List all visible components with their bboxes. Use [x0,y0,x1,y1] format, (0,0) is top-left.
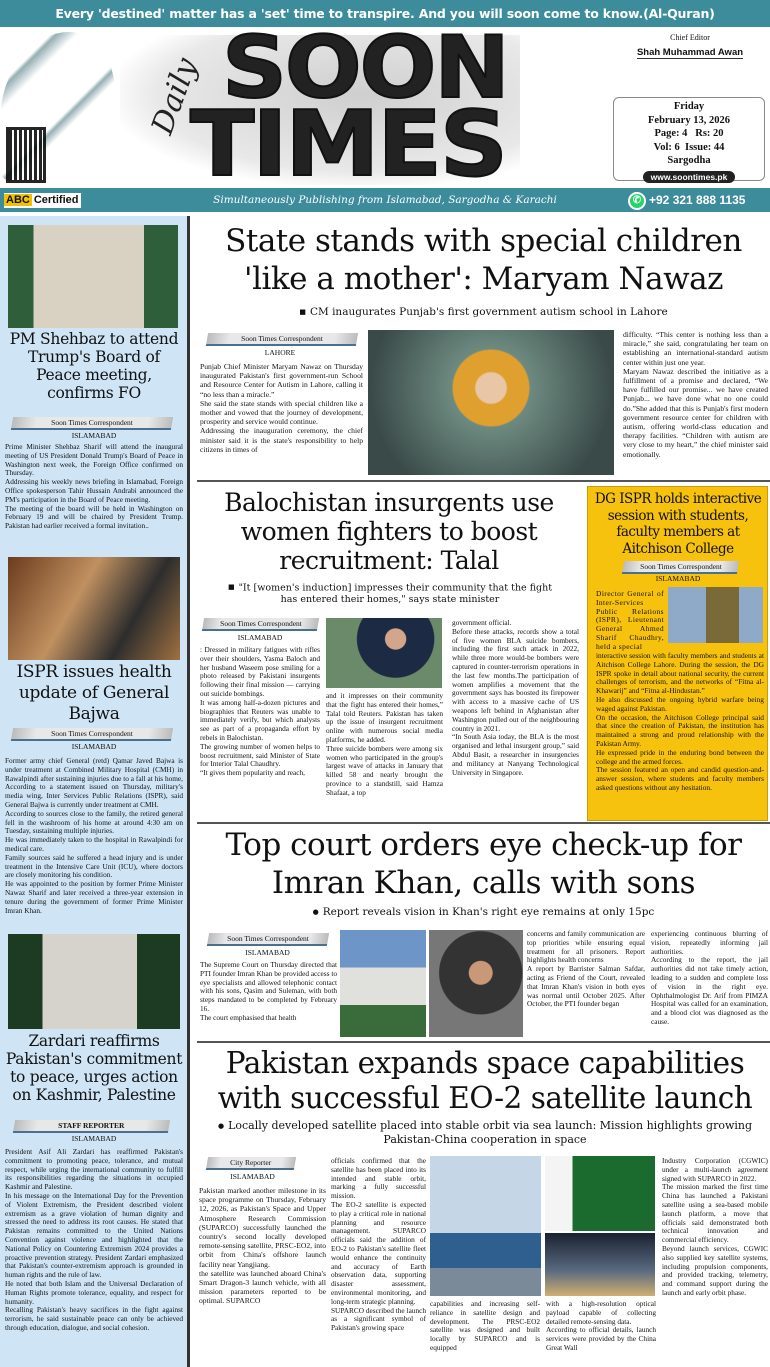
paragraph: capabilities and increasing self-reliance in satellite design and development. The PRSC-EO2 satellite was designed and built locally by SUPARCO and is equipped [430,1300,540,1352]
article-body [200,362,363,474]
headline-maryam[interactable]: State stands with special children 'like a mother': Maryam Nawaz [225,223,742,297]
dateline: ISLAMABAD [655,574,701,583]
paragraph: Addressing his weekly news briefing in Islamabad, Foreign Office spokesperson Tahir Hussain Andrabi announced the PM's participation in the Board of Peace meeting. [5,477,183,504]
paragraph: He was immediately taken to the hospital in Rawalpindi for medical care. [5,835,183,853]
article-body [331,1157,426,1365]
paragraph: Recalling Pakistan's heavy sacrifices in the fight against terrorism, he said sustainable peace can only be achieved through education, dialogue, and social cohesion. [5,1305,183,1332]
publishing-bar [0,188,770,212]
chief-editor-label: Chief Editor [670,33,710,42]
byline: Soon Times Correspondent [11,417,173,430]
byline: Soon Times Correspondent [206,333,358,346]
masthead-daily: Daily [145,53,205,139]
paragraph: Family sources said he suffered a head injury and is under treatment in the Intensive Care Unit (ICU), where doctors are closely monitoring his condition. [5,852,183,880]
paragraph: According to official details, launch services were provided by the China Great Wall [546,1325,656,1352]
byline: STAFF REPORTER [13,1120,170,1133]
byline: Soon Times Correspondent [202,618,319,631]
dateline: ISLAMABAD [71,431,117,440]
subhead-maryam: ■ CM inaugurates Punjab's first government autism school in Lahore [299,306,668,318]
headline-dg-ispr[interactable]: DG ISPR holds interactive session with students, faculty members at Aitchison College [594,491,762,557]
paragraph: Industry Corporation (CGWIC) under a multi-launch agreement signed with SUPARCO in 2022. [662,1157,768,1183]
certified-label: Certified [33,194,79,206]
paragraph: Addressing the inauguration ceremony, the chief minister said it is the state's responsibility to help citizens in times of [200,426,363,454]
byline: Soon Times Correspondent [11,728,173,741]
headline-bajwa[interactable]: ISPR issues health update of General Bajwa [16,662,172,724]
paragraph: : Dressed in military fatigues with rifles over their shoulders, Yasma Baloch and her husband Waseem pose smiling for a photo released by Pakistani insurgents following their final mission — carrying out suicide bombings. [200,646,320,698]
paragraph: A report by Barrister Salman Safdar, acting as Friend of the Court, revealed that Imran Khan's vision in both eyes was normal until October 2025. After October, the PTI founder began [527,964,645,1009]
article-body [546,1300,656,1366]
photo-bajwa [8,557,180,660]
dateline: ISLAMABAD [71,1134,117,1143]
paragraph: government official. [452,619,512,627]
paragraph: and it impresses on their community that the fight has entered their homes,” Talal told Reuters. Pakistan has taken up the issue of insurgent recruitment online with numerous social media platforms, he added. [326,692,443,744]
issue-city: Sargodha [667,155,711,166]
paragraph: interactive session with faculty members and students at Aitchison College Lahore. During the session, the DG ISPR spoke in detail about national security, the current challenges of terrorism, and the networks of “Fitna al-Khawarij” and “Fitna al-Hindustan.” [596,652,764,696]
article-body [5,757,183,942]
dateline: ISLAMABAD [245,948,290,957]
article-body [596,652,764,818]
paragraph: the satellite was launched aboard China's Smart Dragon-3 launch vehicle, with all mission parameters reported to be optimal. SUPARCO [199,1268,326,1306]
publishing-cities: Simultaneously Publishing from Islamabad, Sargodha & Karachi [213,194,557,206]
whatsapp-icon: ✆ [628,192,646,210]
article-body [452,619,579,817]
qr-code-icon[interactable] [6,127,46,183]
photo-talal-chaudhry [326,618,442,688]
article-body [326,692,443,817]
article-body [5,443,183,553]
paragraph: According to sources close to the family, the retired general fell in the washroom of his home at around 4:30 am on Tuesday, sustaining multiple injuries. [5,808,183,836]
issue-date: February 13, 2026 [648,114,730,126]
paragraph: Pakistan marked another milestone in its space programme on Thursday, February 12, 2026, as Pakistan's Space and Upper Atmosphere Research Commission (SUPARCO) successfully launched the country's second locally developed remote-sensing satellite, PRSC-EO2, into orbit from China's offshore launch facility near Yangjiang. [199,1186,326,1269]
paragraph: difficulty. “This center is nothing less than a miracle,” she said, congratulating her team on establishing an international-standard autism center within just one year. [623,330,768,367]
paragraph: President Asif Ali Zardari has reaffirmed Pakistan's commitment to promoting peace, tolerance, and mutual respect, while urging the international community to fulfill its responsibilities regarding the situations in occupied Kashmir and Palestine. [5,1148,183,1192]
paragraph: The EO-2 satellite is expected to play a critical role in national planning and resource management. SUPARCO officials said the addition of EO-2 to Pakistan's satellite fleet would enhance the continuity and accuracy of Earth observation data, supporting disaster assessment, environmental monitoring, and long-term strategic planning. [331,1199,426,1306]
paragraph: “It gives them popularity and reach, [200,768,305,778]
left-sidebar-column [0,216,190,1367]
photo-pakistan-flag-rocket [545,1156,655,1231]
article-body [200,961,337,1037]
article-intro: Director General of Inter-Services Public Relations (ISPR), Lieutenant General Ahmed Sharif Chaudhry, held a special [596,590,664,651]
subhead-balochistan: ■ "It [women's induction] impresses their community that the fight has entered their homes," says state minister [227,582,553,605]
dg-ispr-box [587,486,768,821]
article-body [199,1186,326,1366]
paragraph: He also discussed the ongoing hybrid warfare being waged against Pakistan. [596,694,764,713]
divider [197,1041,770,1043]
paragraph: Before these attacks, records show a total of five women BLA suicide bombers, including the first such attack in 2022, while three more would-be bombers were captured in counter-terrorism operations in the last few months.The participation of women amplifies a movement that the government says has boosted its firepower with access to a massive cache of US weapons left behind in Afghanistan after Washington pulled out of the neighbouring country in 2021. [452,626,579,733]
masthead [0,27,770,188]
paragraph: She said the state stands with special children like a mother and vowed that the journey of development, prosperity and service would continue. [200,398,363,427]
article-body [527,930,645,1037]
paragraph: Maryam Nawaz described the initiative as a fulfillment of a promise and declared, “We have fulfilled our promise... we have created Punjab... we have done what no one could do.”She added that this is Punjab's first modern government resource center for children with autism, offering world-class education and therapy facilities. “Children with autism are very close to my heart,” the chief minister said emotionally. [623,366,768,459]
paragraph: experiencing continuous blurring of vision, repeatedly informing jail authorities. [651,930,768,956]
quote-banner: Every 'destined' matter has a 'set' time to transpire. And you will soon come to know.(Al-Quran) [0,0,770,27]
vol-issue: Vol: 6 Issue: 44 [653,141,725,153]
subhead-space: ● Locally developed satellite placed into stable orbit via sea launch: Mission highlights growing Pakistan-China cooperation in space [217,1119,753,1146]
abc-label: ABC [6,194,30,206]
paragraph: Former army chief General (retd) Qamar Javed Bajwa is under treatment at Combined Military Hospital (CMH) in Rawalpindi after sustaining injuries due to a fall at his home, According to a statement issued on Thursday, military's media wing, Inter Services Public Relations (ISPR), said General Bajwa is currently under treatment at CMH. [5,757,183,809]
paragraph: On the occasion, the Aitchison College principal said that since the creation of Pakistan, the institution has maintained a strong and proud relationship with the Pakistan Army. [596,712,764,748]
article-body [430,1300,540,1366]
photo-shehbaz-briefing [8,225,178,328]
subhead-imran-khan: ● Report reveals vision in Khan's right eye remains at only 15pc [312,906,655,918]
article-body [651,930,768,1037]
photo-sea-launch [430,1156,541,1296]
masthead-times: TIMES [190,92,506,188]
abc-certified-badge [4,193,81,208]
paragraph: He noted that both Islam and the Universal Declaration of Human Rights promote tolerance, equality, and respect for humanity. [5,1278,183,1306]
photo-supreme-court [340,930,426,1037]
bullet-icon: ● [312,908,319,916]
issue-info-box [613,97,765,181]
paragraph: The mission marked the first time China has launched a Pakistani satellite using a sea-based mobile launch platform, a move that officials said demonstrated both technical innovation and commercial efficiency. [662,1182,768,1245]
paragraph: The session featured an open and candid question-and-answer session, where students and faculty members asked questions without any hesitation. [596,765,764,792]
headline-imran-khan[interactable]: Top court orders eye check-up for Imran Khan, calls with sons [225,827,742,901]
bullet-icon: ■ [227,583,235,591]
photo-imran-khan [429,930,523,1037]
byline: Soon Times Correspondent [622,561,739,574]
bullet-icon: ● [217,1121,225,1130]
paragraph: Beyond launch services, CGWIC also supplied key satellite systems, including propulsion components, and provided tracking, telemetry, and command support during the launch and early orbit phase. [662,1243,768,1297]
whatsapp-contact[interactable] [628,188,745,212]
divider [197,480,770,482]
paragraph: The Supreme Court on Thursday directed that PTI founder Imran Khan be provided access to eye specialists and allowed telephonic contact with his sons, Qasim and Suleman, with both steps mandated to be completed by February 16. [200,961,337,1013]
paragraph: In his message on the International Day for the Prevention of Violent Extremism, the President described violent extremism as a grave violation of human dignity and stressed the need to address its root causes. He stated that Pakistan remains committed to the United Nations Convention against violence and highlighted that the National Policy on Countering Extremism 2024 provides a proactive prevention strategy. President Zardari emphasized that Pakistan's counter-extremism approach is grounded in human rights and the rule of law. [5,1190,183,1280]
phone-number: +92 321 888 1135 [649,193,746,207]
photo-dg-ispr [668,587,763,643]
photo-zardari [8,934,180,1029]
paragraph: The court emphasised that health [200,1012,297,1022]
divider [197,822,770,824]
headline-space[interactable]: Pakistan expands space capabilities with successful EO-2 satellite launch [217,1046,753,1115]
paragraph: He expressed pride in the enduring bond between the college and the armed forces. [596,747,764,766]
photo-launch-vehicle [545,1233,655,1296]
headline-shehbaz[interactable]: PM Shehbaz to attend Trump's Board of Peace meeting, confirms FO [9,330,179,402]
chief-editor [615,33,765,60]
article-body [623,330,768,473]
paragraph: SUPARCO described the launch as a significant symbol of Pakistan's growing space [331,1305,426,1333]
dateline: ISLAMABAD [71,742,117,751]
issue-day: Friday [673,101,705,112]
dateline: ISLAMABAD [237,633,283,642]
paragraph: concerns and family communication are top priorities while ensuring equal treatment for all prisoners. Report highlights health concerns [527,930,645,965]
article-body [200,646,320,816]
chief-editor-name: Shah Muhammad Awan [636,47,744,58]
website-link[interactable]: www.soontimes.pk [643,171,736,183]
dateline: ISLAMABAD [230,1172,275,1181]
paragraph: Three suicide bombers were among six women who participated in the group's largest wave of attacks in January that killed 58 and nearly brought the province to a standstill, said Hamza Shafaat, a top [326,743,443,797]
paragraph: It was among half-a-dozen pictures and biographies that Reuters was unable to immediately verify, but which analysts see as part of a propaganda effort by rebels in Balochistan. [200,697,320,742]
paragraph: He was appointed to the position by former Prime Minister Nawaz Sharif and later received a three-year extension in tenure during the government of former Prime Minister Imran Khan. [5,879,183,915]
byline: Soon Times Correspondent [207,933,329,946]
paragraph: Prime Minister Shehbaz Sharif will attend the inaugural meeting of US President Donald Trump's Board of Peace in Washington next week, the Foreign Office confirmed on Thursday. [5,443,183,478]
headline-zardari[interactable]: Zardari reaffirms Pakistan's commitment to peace, urges action on Kashmir, Palestine [5,1032,183,1104]
dateline: LAHORE [264,348,296,357]
article-body [662,1157,768,1365]
paragraph: “In South Asia today, the BLA is the most organised and lethal insurgent group,” said Abdul Basit, a researcher in insurgencies and militancy at Nanyang Technological University in Singapore. [452,732,579,777]
paragraph: with a high-resolution optical payload capable of collecting detailed remote-sensing data. [546,1300,656,1326]
paragraph: officials confirmed that the satellite has been placed into its intended and stable orbit, marking a fully successful mission. [331,1157,426,1201]
paragraph: According to the report, the jail authorities did not take timely action, leading to a sudden and complete loss of vision in the right eye. Ophthalmologist Dr. Arif from PIMZA Hospital was called for an examination, and a blood clot was diagnosed as the cause. [651,955,768,1026]
paragraph: The meeting of the board will be held in Washington on February 19 and will be chaired by President Trump. Pakistan had earlier received a formal invitation.. [5,503,183,531]
paragraph: The growing number of women helps to boost recruitment, said Minister of State for Interior Talal Chaudhry. [200,741,320,769]
masthead-soon: SOON [222,27,508,118]
byline: City Reporter [206,1157,296,1170]
paragraph: Punjab Chief Minister Maryam Nawaz on Thursday inaugurated Pakistan's first government-run School and Resource Center for Autism in Lahore, calling it “no less than a miracle.” [200,362,363,399]
page-price: Page: 4 Rs: 20 [654,128,724,139]
photo-maryam-nawaz [368,330,614,475]
article-body [5,1148,183,1363]
headline-balochistan[interactable]: Balochistan insurgents use women fighters to boost recruitment: Talal [224,488,554,575]
bullet-icon: ■ [299,308,306,316]
